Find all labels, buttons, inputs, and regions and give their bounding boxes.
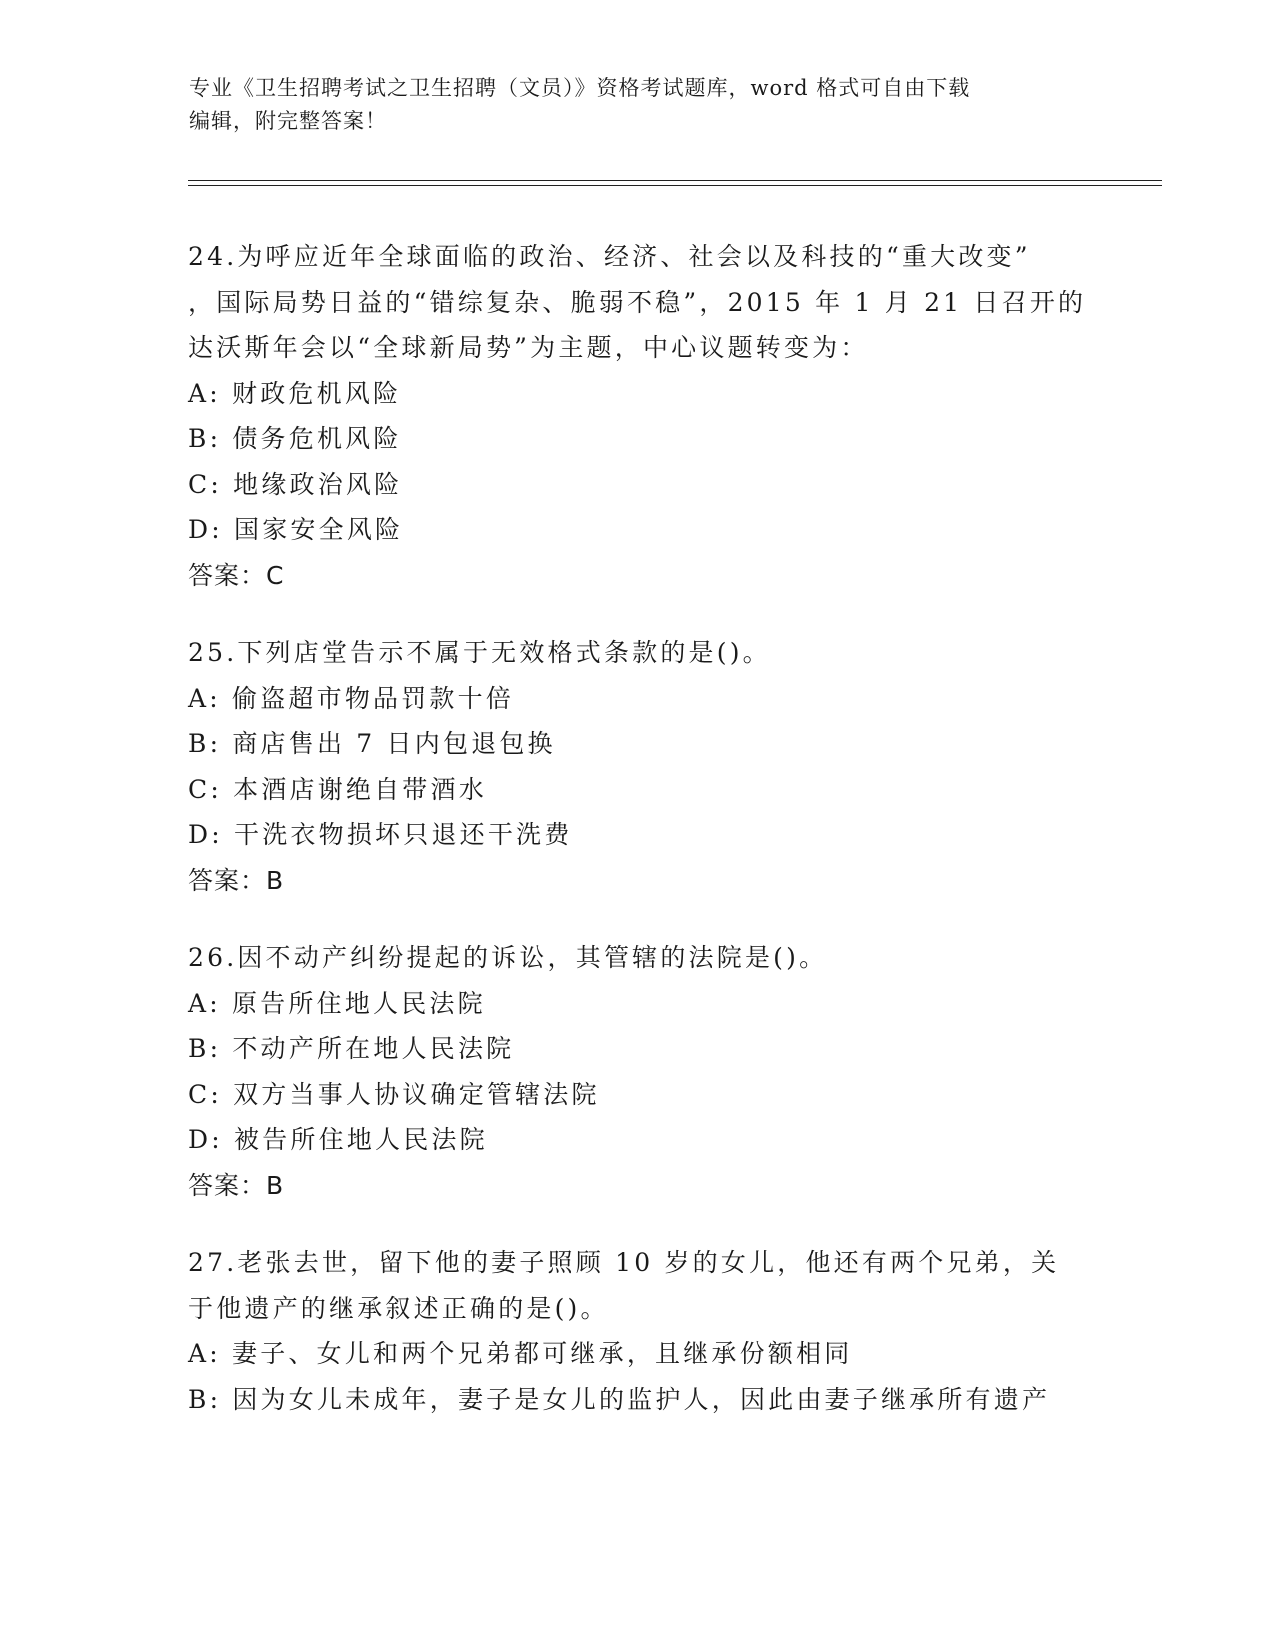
question-text: 达沃斯年会以“全球新局势”为主题，中心议题转变为： (188, 333, 869, 362)
option-d: D: 被告所住地人民法院 (188, 1125, 488, 1154)
question-list (188, 234, 1148, 1454)
question-text: 25.下列店堂告示不属于无效格式条款的是()。 (188, 638, 771, 667)
header-divider-top (188, 180, 1162, 181)
option-a: A: 偷盗超市物品罚款十倍 (188, 683, 515, 713)
answer-text: 答案：B (188, 865, 285, 895)
question-text: ，国际局势日益的“错综复杂、脆弱不稳”，2015 年 1 月 21 日召开的 (188, 287, 1087, 317)
option-b: B: 债务危机风险 (188, 424, 402, 453)
question-24 (188, 234, 1148, 598)
question-text: 26.因不动产纠纷提起的诉讼，其管辖的法院是()。 (188, 943, 828, 972)
option-a: A: 原告所住地人民法院 (188, 988, 486, 1018)
option-b: B: 不动产所在地人民法院 (188, 1034, 515, 1063)
question-26 (188, 935, 1148, 1208)
header-divider-bottom (188, 185, 1162, 186)
option-a: A: 财政危机风险 (188, 378, 402, 408)
header-line: 编辑，附完整答案！ (189, 109, 387, 133)
option-c: C: 本酒店谢绝自带酒水 (188, 774, 487, 804)
option-b: B: 商店售出 7 日内包退包换 (188, 729, 556, 758)
document-header (189, 72, 1089, 138)
question-25 (188, 630, 1148, 903)
answer-text: 答案：B (188, 1170, 285, 1200)
option-d: D: 国家安全风险 (188, 515, 404, 544)
question-text: 27.老张去世，留下他的妻子照顾 10 岁的女儿，他还有两个兄弟，关 (188, 1248, 1060, 1277)
option-b: B: 因为女儿未成年，妻子是女儿的监护人，因此由妻子继承所有遗产 (188, 1384, 1051, 1414)
option-a: A: 妻子、女儿和两个兄弟都可继承，且继承份额相同 (188, 1339, 853, 1368)
option-c: C: 地缘政治风险 (188, 469, 403, 499)
question-text: 24.为呼应近年全球面临的政治、经济、社会以及科技的“重大改变” (188, 242, 1031, 271)
option-c: C: 双方当事人协议确定管辖法院 (188, 1079, 600, 1109)
question-text: 于他遗产的继承叙述正确的是()。 (188, 1293, 609, 1323)
header-line: 专业《卫生招聘考试之卫生招聘（文员）》资格考试题库，word 格式可自由下载 (189, 76, 971, 100)
answer-text: 答案：C (188, 560, 285, 590)
question-27 (188, 1240, 1148, 1422)
option-d: D: 干洗衣物损坏只退还干洗费 (188, 820, 573, 849)
